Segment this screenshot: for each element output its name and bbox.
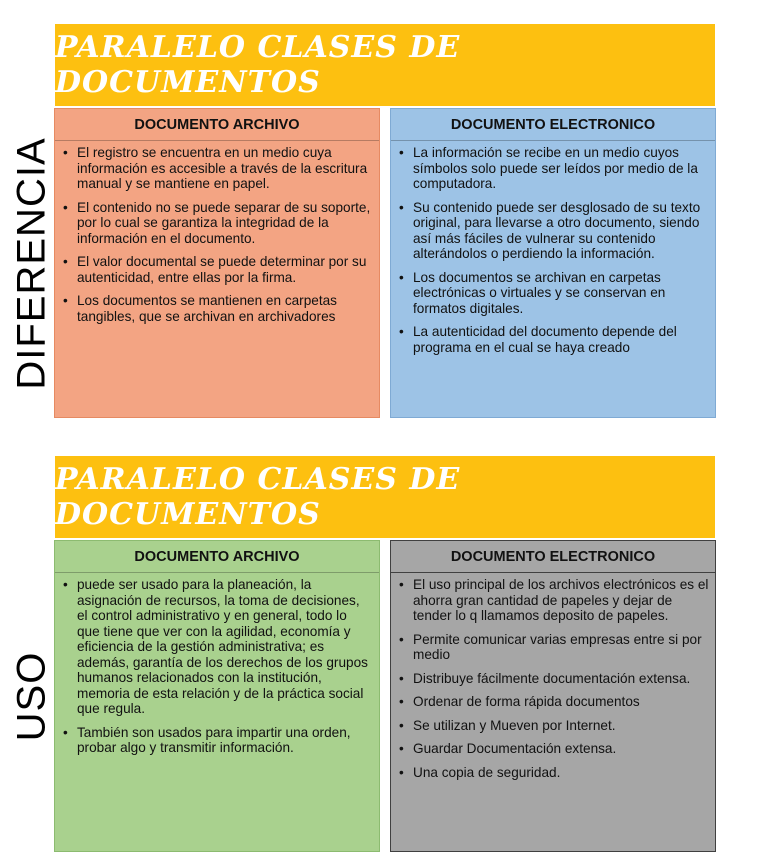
list-item: • Los documentos se archivan en carpetas electrónicas o virtuales y se conservan en formatos digitales. (413, 270, 709, 317)
list-item: • El contenido no se puede separar de su soporte, por lo cual se garantiza la integridad de la información en el documento. (77, 200, 373, 247)
list-item: • El uso principal de los archivos electrónicos es el ahorra gran cantidad de papeles y dejar de tender lo q llamamos deposito de papeles. (413, 577, 709, 624)
list-item: • El registro se encuentra en un medio cuya información es accesible a través de la escritura manual y se mantiene en papel. (77, 145, 373, 192)
list-item: • El valor documental se puede determinar por su autenticidad, entre ellas por la firma. (77, 254, 373, 285)
banner-diferencia (55, 24, 715, 106)
list-item: • Guardar Documentación extensa. (413, 741, 709, 757)
bullet-list (391, 141, 715, 355)
banner-uso (55, 456, 715, 538)
side-label-diferencia (9, 108, 54, 418)
bullet-list (391, 573, 715, 780)
column-documento-electronico (390, 108, 716, 418)
list-item: • La información se recibe en un medio cuyos símbolos solo puede ser leídos por medio de la computadora. (413, 145, 709, 192)
column-documento-archivo (54, 540, 380, 852)
bullet-list (55, 573, 379, 756)
column-header: DOCUMENTO ARCHIVO (55, 541, 379, 573)
banner-title: PARALELO CLASES DE DOCUMENTOS (55, 462, 461, 532)
side-label-text: USO (9, 651, 54, 741)
column-documento-electronico (390, 540, 716, 852)
list-item: • Ordenar de forma rápida documentos (413, 694, 709, 710)
banner-title: PARALELO CLASES DE DOCUMENTOS (55, 30, 461, 100)
bullet-list (55, 141, 379, 324)
list-item: • Permite comunicar varias empresas entre si por medio (413, 632, 709, 663)
list-item: • Una copia de seguridad. (413, 765, 709, 781)
list-item: • También son usados para impartir una orden, probar algo y transmitir información. (77, 725, 373, 756)
list-item: • Su contenido puede ser desglosado de su texto original, para llevarse a otro documento, siendo así más fáciles de vulnerar su contenido alterándolos o perdiendo la información. (413, 200, 709, 262)
column-header: DOCUMENTO ARCHIVO (55, 109, 379, 141)
side-label-text: DIFERENCIA (9, 136, 54, 390)
list-item: • Los documentos se mantienen en carpetas tangibles, que se archivan en archivadores (77, 293, 373, 324)
column-header: DOCUMENTO ELECTRONICO (391, 541, 715, 573)
side-label-uso (9, 540, 54, 852)
list-item: • puede ser usado para la planeación, la asignación de recursos, la toma de decisiones, el control administrativo y en general, todo lo que tiene que ver con la agilidad, economía y eficiencia de la gestión administrativa; es además, garantía de los derechos de los grupos humanos relacionados con la institución, memoria de esta relación y de la práctica social que regula. (77, 577, 373, 717)
column-documento-archivo (54, 108, 380, 418)
list-item: • Se utilizan y Mueven por Internet. (413, 718, 709, 734)
list-item: • La autenticidad del documento depende del programa en el cual se haya creado (413, 324, 709, 355)
column-header: DOCUMENTO ELECTRONICO (391, 109, 715, 141)
list-item: • Distribuye fácilmente documentación extensa. (413, 671, 709, 687)
